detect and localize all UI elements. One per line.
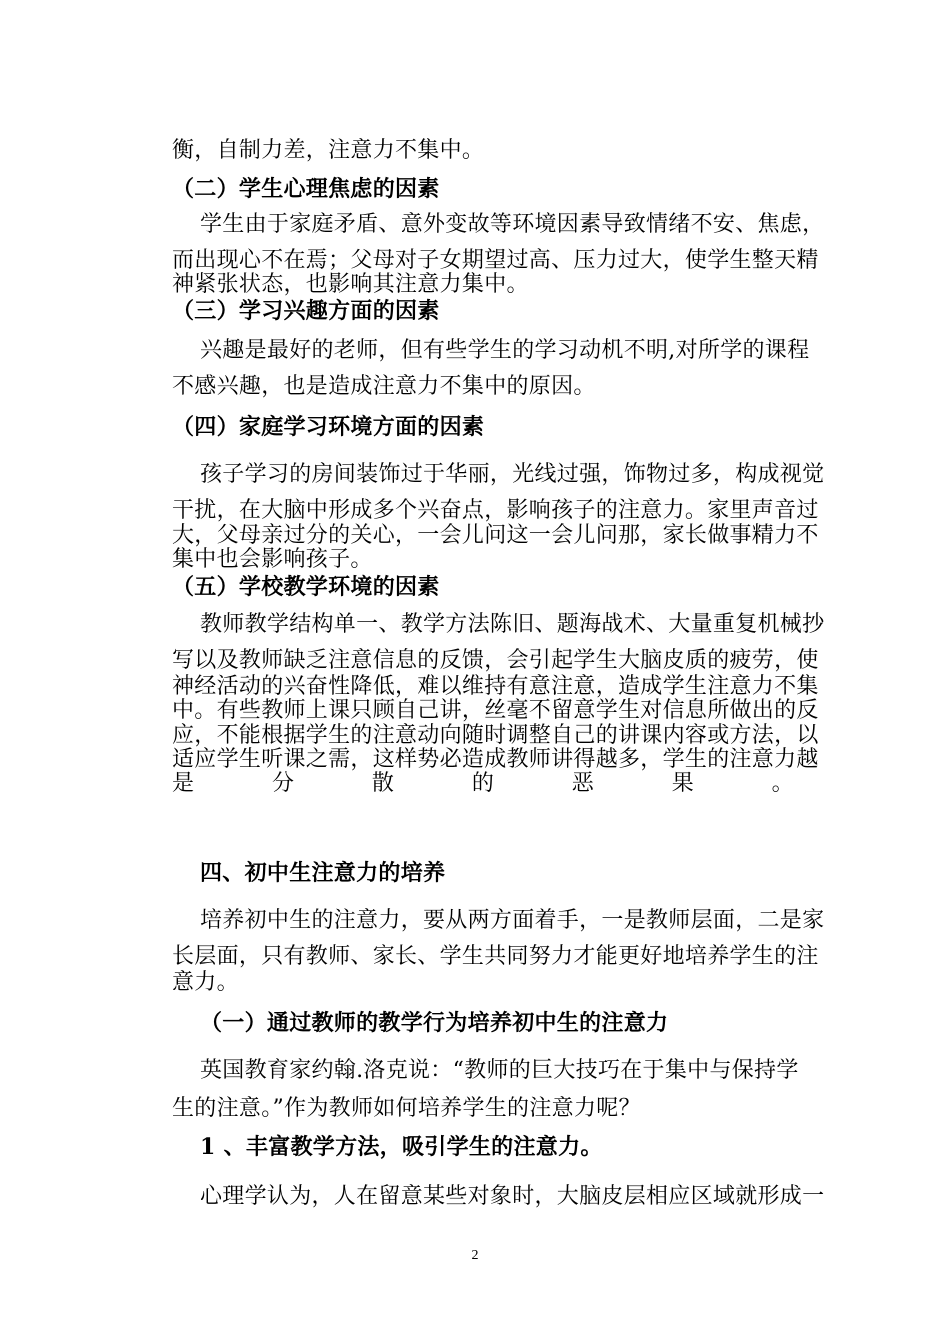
paragraph-line: 大，父母亲过分的关心，一会儿问这一会儿问那，家长做事精力不 — [172, 523, 819, 548]
paragraph-line: 神经活动的兴奋性降低，难以维持有意注意，造成学生注意力不集 — [172, 674, 819, 699]
spread-character: 是 — [172, 771, 195, 796]
paragraph-line: 意力。 — [172, 970, 239, 995]
justified-line — [172, 771, 794, 797]
spread-character: 分 — [271, 771, 295, 796]
page-number: 2 — [471, 1248, 479, 1263]
paragraph-line: 长层面，只有教师、家长、学生共同努力才能更好地培养学生的注 — [172, 944, 819, 969]
paragraph-line: 心理学认为，人在留意某些对象时，大脑皮层相应区域就形成一 — [200, 1184, 825, 1209]
spread-character: 恶 — [571, 771, 595, 796]
paragraph-line: 干扰，在大脑中形成多个兴奋点，影响孩子的注意力。家里声音过 — [172, 498, 819, 523]
paragraph-line: 写以及教师缺乏注意信息的反馈，会引起学生大脑皮质的疲劳，使 — [172, 648, 819, 673]
spread-character: 果 — [671, 771, 694, 796]
section-heading: （五）学校教学环境的因素 — [172, 574, 440, 600]
section-heading: 四、初中生注意力的培养 — [200, 860, 446, 886]
paragraph-line: 兴趣是最好的老师，但有些学生的学习动机不明,对所学的课程 — [200, 338, 810, 363]
paragraph-line: 集中也会影响孩子。 — [172, 547, 373, 572]
section-heading: （二）学生心理焦虑的因素 — [172, 176, 440, 202]
paragraph-line: 中。有些教师上课只顾自己讲，丝毫不留意学生对信息所做出的反 — [172, 698, 819, 723]
paragraph-line: 应，不能根据学生的注意动向随时调整自己的讲课内容或方法，以 — [172, 723, 819, 748]
paragraph-line: 英国教育家约翰.洛克说：“教师的巨大技巧在于集中与保持学 — [200, 1058, 799, 1083]
paragraph-line: 孩子学习的房间装饰过于华丽，光线过强，饰物过多，构成视觉 — [200, 462, 825, 487]
paragraph-line: 而出现心不在焉；父母对子女期望过高、压力过大，使学生整天精 — [172, 248, 819, 273]
section-heading: （四）家庭学习环境方面的因素 — [172, 414, 485, 440]
paragraph-line: 教师教学结构单一、教学方法陈旧、题海战术、大量重复机械抄 — [200, 612, 825, 637]
spread-character: 。 — [771, 771, 794, 796]
spread-character: 的 — [471, 771, 495, 796]
paragraph-line: 神紧张状态，也影响其注意力集中。 — [172, 272, 529, 297]
paragraph-line: 培养初中生的注意力，要从两方面着手，一是教师层面，二是家 — [200, 908, 825, 933]
paragraph-line: 生的注意。”作为教师如何培养学生的注意力呢？ — [172, 1096, 641, 1121]
section-heading: 1 、丰富教学方法，吸引学生的注意力。 — [200, 1134, 603, 1160]
paragraph-line: 衡，自制力差，注意力不集中。 — [172, 138, 485, 163]
section-heading: （一）通过教师的教学行为培养初中生的注意力 — [200, 1010, 669, 1036]
paragraph-line: 学生由于家庭矛盾、意外变故等环境因素导致情绪不安、焦虑， — [200, 212, 825, 237]
spread-character: 散 — [371, 771, 395, 796]
section-heading: （三）学习兴趣方面的因素 — [172, 298, 440, 324]
paragraph-line: 不感兴趣，也是造成注意力不集中的原因。 — [172, 374, 596, 399]
paragraph-line: 适应学生听课之需，这样势必造成教师讲得越多，学生的注意力越 — [172, 747, 819, 772]
